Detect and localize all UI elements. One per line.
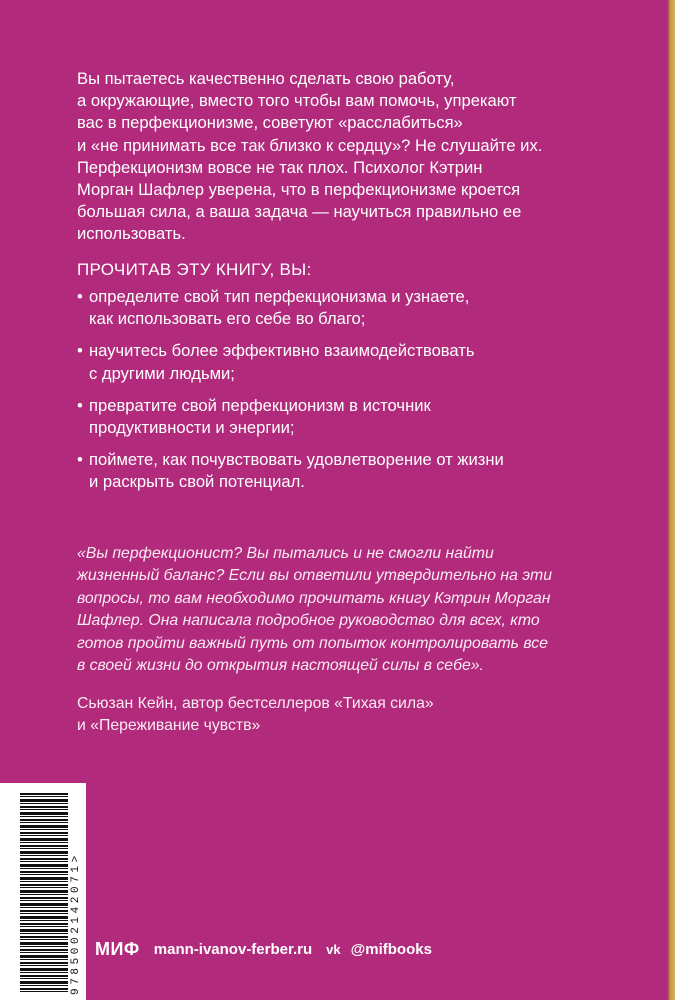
social-handle[interactable]: @mifbooks (350, 940, 432, 958)
website-link[interactable]: mann-ivanov-ferber.ru (153, 940, 313, 958)
list-item (77, 286, 637, 330)
barcode-bars (20, 793, 68, 993)
list-item (77, 449, 637, 493)
bullet-icon: • (77, 341, 83, 361)
section-heading: ПРОЧИТАВ ЭТУ КНИГУ, ВЫ: (77, 260, 312, 279)
intro-paragraph (77, 68, 637, 246)
bullet-icon: • (77, 287, 83, 306)
bullet-icon: • (77, 450, 83, 470)
benefits-list (77, 286, 637, 494)
list-item (77, 395, 637, 439)
list-item-text: превратите свой перфекционизм в источник продуктивности и энергии; (89, 395, 431, 438)
bullet-icon: • (77, 395, 83, 415)
publisher-logo: МИФ (95, 938, 140, 959)
quote-attribution: Сьюзан Кейн, автор бестселлеров «Тихая сила» и «Переживание чувств» (77, 695, 434, 735)
list-item-text: определите свой тип перфекционизма и узнаете, как использовать его себе во благо; (89, 287, 470, 329)
review-quote: «Вы перфекционист? Вы пытались и не смогли найти жизненный баланс? Если вы ответили утвердительно на эти вопросы, то вам необходимо прочитать книгу Кэтрин Морган Шафлер. Она написала подробное руководство для всех, кто готов пройти важный путь от попыток контролировать все в своей жизни до открытия настоящей силы в себе». (77, 545, 552, 675)
list-item-text: поймете, как почувствовать удовлетворение от жизни и раскрыть свой потенциал. (89, 450, 504, 492)
list-item (77, 340, 637, 384)
intro-text: Вы пытаетесь качественно сделать свою работу, а окружающие, вместо того чтобы вам помочь, упрекают вас в перфекционизме, советуют «расслабиться» и «не принимать все так близко к сердцу»? Не слушайте их. Перфекционизм вовсе не так плох. Психолог Кэтрин Морган Шафлер уверена, что в перфекционизме кроется большая сила, а ваша задача — научиться правильно ее использовать. (77, 69, 543, 244)
publisher-footer (95, 937, 432, 961)
barcode-digits: 9785002142071> (70, 852, 82, 995)
list-item-text: научитесь более эффективно взаимодействовать с другими людьми; (89, 341, 475, 383)
book-spine-edge (667, 0, 675, 1000)
vk-icon[interactable]: vk (326, 941, 341, 957)
